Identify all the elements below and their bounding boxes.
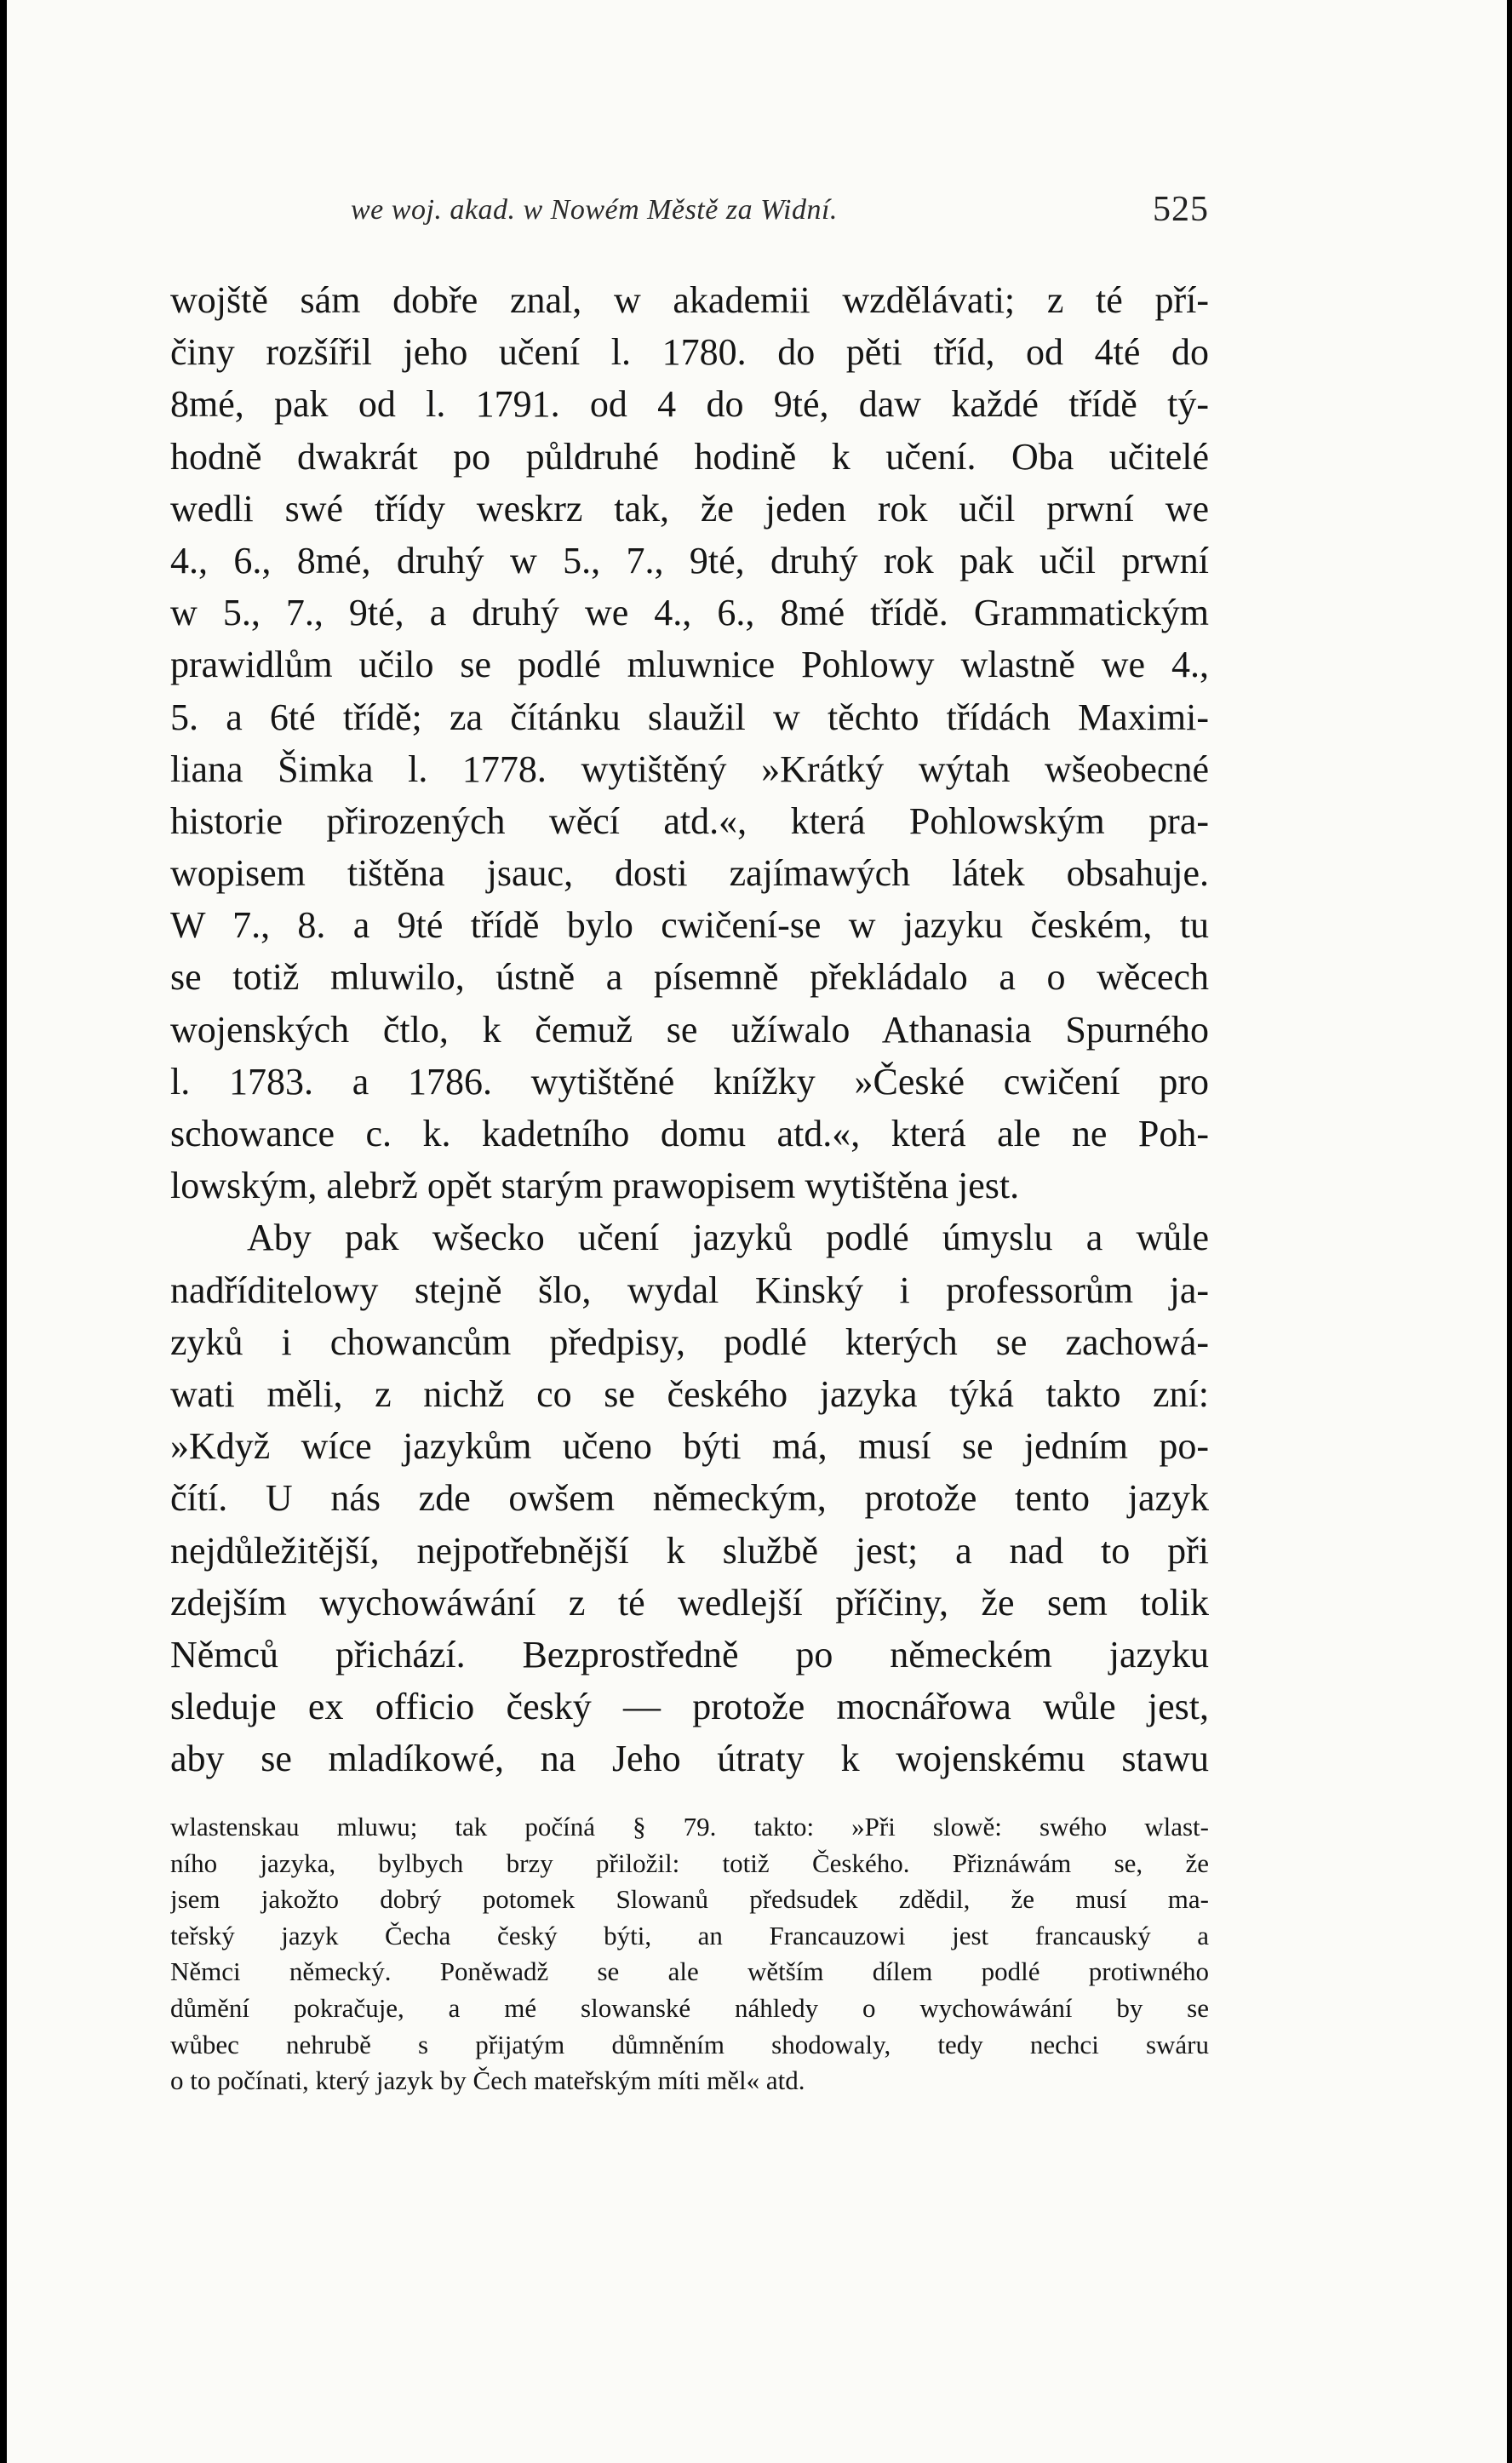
body-line: wopisem tištěna jsauc, dosti zajímawých látek obsahuje. (170, 852, 1209, 895)
body-line: wati měli, z nichž co se českého jazyka týká takto zní: (170, 1372, 1209, 1415)
body-line: hodně dwakrát po půldruhé hodině k učení. Oba učitelé (170, 435, 1209, 478)
page-number: 525 (1153, 190, 1209, 229)
footnote-block (170, 1809, 1209, 2099)
footnote-line: teřský jazyk Čecha český býti, an Francauzowi jest francauský a (170, 1920, 1209, 1950)
body-line: 4., 6., 8mé, druhý w 5., 7., 9té, druhý rok pak učil prwní (170, 539, 1209, 581)
body-line: l. 1783. a 1786. wytištěné knížky »České cwičení pro (170, 1060, 1209, 1103)
book-page (7, 0, 1507, 2463)
body-line: zyků i chowancům předpisy, podlé kterých se zachowá- (170, 1320, 1209, 1363)
body-text (170, 274, 1209, 1784)
body-line: wedli swé třídy weskrz tak, že jeden rok učil prwní we (170, 487, 1209, 530)
footnote-line: Němci německý. Poněwadž se ale wětším dílem podlé protiwného (170, 1956, 1209, 1987)
body-line: sleduje ex officio český — protože mocnářowa wůle jest, (170, 1686, 1209, 1728)
body-line: historie přirozených wěcí atd.«, která Pohlowským pra- (170, 799, 1209, 842)
body-line: nejdůležitější, nejpotřebnější k službě jest; a nad to při (170, 1529, 1209, 1572)
body-line: činy rozšířil jeho učení l. 1780. do pěti tříd, od 4té do (170, 331, 1209, 374)
footnote-line: ního jazyka, bylbych brzy přiložil: totiž Českého. Přiznáwám se, že (170, 1847, 1209, 1878)
footnote-line: wůbec nehrubě s přijatým důmněním shodowaly, tedy nechci swáru (170, 2029, 1209, 2059)
body-line: aby se mladíkowé, na Jeho útraty k wojenskému stawu (170, 1738, 1209, 1780)
body-line: 5. a 6té třídě; za čítánku slaužil w těchto třídách Maximi- (170, 696, 1209, 738)
body-line: »Když wíce jazykům učeno býti má, musí se jedním po- (170, 1425, 1209, 1468)
body-line: lowským, alebrž opět starým prawopisem wytištěna jest. (170, 1165, 1020, 1207)
footnote-line: wlastenskau mluwu; tak počíná § 79. takto: »Při slowě: swého wlast- (170, 1812, 1209, 1842)
body-line: 8mé, pak od l. 1791. od 4 do 9té, daw každé třídě tý- (170, 383, 1209, 426)
footnote-line: jsem jakožto dobrý potomek Slowanů předsudek zdědil, že musí ma- (170, 1884, 1209, 1915)
body-line: wojště sám dobře znal, w akademii wzdělávati; z té pří- (170, 279, 1209, 321)
footnote-line: důmění pokračuje, a mé slowanské náhledy o wychowáwání by se (170, 1992, 1209, 2023)
body-line: wojenských čtlo, k čemuž se užíwalo Athanasia Spurného (170, 1008, 1209, 1051)
running-header (351, 189, 1209, 240)
body-line: liana Šimka l. 1778. wytištěný »Krátký wýtah wšeobecné (170, 747, 1209, 790)
body-line: schowance c. k. kadetního domu atd.«, která ale ne Poh- (170, 1113, 1209, 1154)
body-line: zdejším wychowáwání z té wedlejší příčiny, že sem tolik (170, 1581, 1209, 1624)
body-line: se totiž mluwilo, ústně a písemně překládalo a o wěcech (170, 956, 1209, 999)
body-line: W 7., 8. a 9té třídě bylo cwičení-se w jazyku českém, tu (170, 904, 1209, 947)
body-line: nadříditelowy stejně šlo, wydal Kinský i professorům ja- (170, 1269, 1209, 1311)
body-line: Němců přichází. Bezprostředně po německém jazyku (170, 1633, 1209, 1675)
running-header-title: we woj. akad. w Nowém Městě za Widní. (351, 194, 838, 226)
paragraph-start-line: Aby pak wšecko učení jazyků podlé úmyslu a wůle (247, 1217, 1209, 1259)
body-line: w 5., 7., 9té, a druhý we 4., 6., 8mé třídě. Grammatickým (170, 592, 1209, 634)
body-line: čítí. U nás zde owšem německým, protože tento jazyk (170, 1477, 1209, 1520)
footnote-line: o to počínati, který jazyk by Čech mateřským míti měl« atd. (170, 2065, 805, 2096)
body-line: prawidlům učilo se podlé mluwnice Pohlowy wlastně we 4., (170, 644, 1209, 686)
